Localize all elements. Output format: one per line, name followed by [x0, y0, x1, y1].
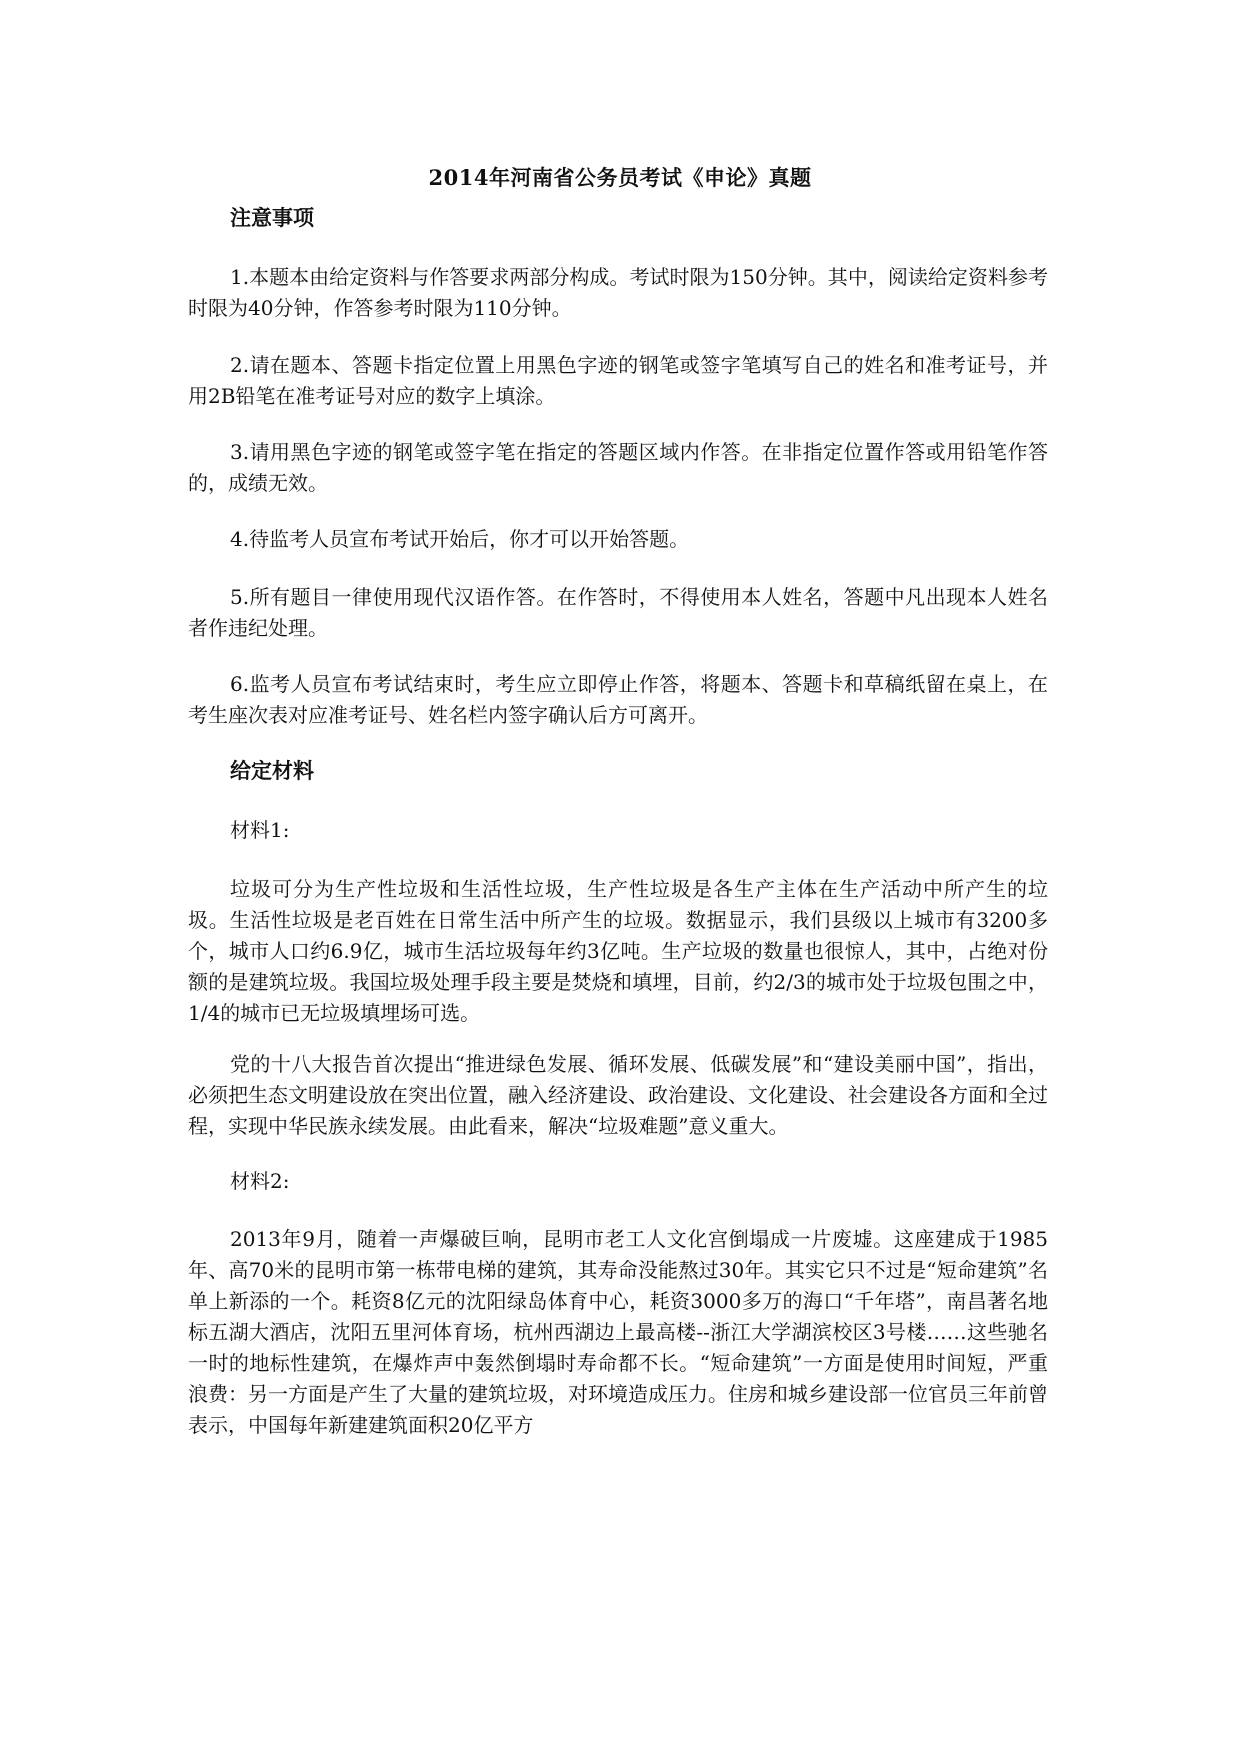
notice-item-3: 3.请用黑色字迹的钢笔或签字笔在指定的答题区域内作答。在非指定位置作答或用铅笔作答的，成绩无效。	[188, 440, 1048, 495]
notice-item-5: 5.所有题目一律使用现代汉语作答。在作答时，不得使用本人姓名，答题中凡出现本人姓名者作违纪处理。	[188, 585, 1048, 640]
document-title: 2014年河南省公务员考试《申论》真题	[428, 165, 812, 190]
notice-item-2: 2.请在题本、答题卡指定位置上用黑色字迹的钢笔或签字笔填写自己的姓名和准考证号，并用2B铅笔在准考证号对应的数字上填涂。	[188, 353, 1048, 408]
material-2-label: 材料2:	[230, 1169, 290, 1193]
material-1-paragraph-1: 垃圾可分为生产性垃圾和生活性垃圾，生产性垃圾是各生产主体在生产活动中所产生的垃圾。生活性垃圾是老百姓在日常生活中所产生的垃圾。数据显示，我们县级以上城市有3200多个，城市人口约6.9亿，城市生活垃圾每年约3亿吨。生产垃圾的数量也很惊人，其中，占绝对份额的是建筑垃圾。我国垃圾处理手段主要是焚烧和填埋，目前，约2/3的城市处于垃圾包围之中，1/4的城市已无垃圾填埋场可选。	[188, 877, 1048, 1025]
notice-item-4: 4.待监考人员宣布考试开始后，你才可以开始答题。	[230, 527, 690, 551]
notice-item-1: 1.本题本由给定资料与作答要求两部分构成。考试时限为150分钟。其中，阅读给定资料参考时限为40分钟，作答参考时限为110分钟。	[188, 265, 1048, 320]
material-1-label: 材料1:	[230, 818, 290, 842]
materials-heading: 给定材料	[230, 758, 314, 783]
material-2-paragraph-1: 2013年9月，随着一声爆破巨响，昆明市老工人文化宫倒塌成一片废墟。这座建成于1985年、高70米的昆明市第一栋带电梯的建筑，其寿命没能熬过30年。其实它只不过是“短命建筑”名单上新添的一个。耗资8亿元的沈阳绿岛体育中心，耗资3000多万的海口“千年塔”，南昌著名地标五湖大酒店，沈阳五里河体育场，杭州西湖边上最高楼--浙江大学湖滨校区3号楼……这些驰名一时的地标性建筑，在爆炸声中轰然倒塌时寿命都不长。“短命建筑”一方面是使用时间短，严重浪费：另一方面是产生了大量的建筑垃圾，对环境造成压力。住房和城乡建设部一位官员三年前曾表示，中国每年新建建筑面积20亿平方	[188, 1227, 1048, 1437]
notice-item-6: 6.监考人员宣布考试结束时，考生应立即停止作答，将题本、答题卡和草稿纸留在桌上，在考生座次表对应准考证号、姓名栏内签字确认后方可离开。	[188, 672, 1048, 727]
notice-heading: 注意事项	[230, 205, 314, 230]
material-1-paragraph-2: 党的十八大报告首次提出“推进绿色发展、循环发展、低碳发展”和“建设美丽中国”，指出，必须把生态文明建设放在突出位置，融入经济建设、政治建设、文化建设、社会建设各方面和全过程，实现中华民族永续发展。由此看来，解决“垃圾难题”意义重大。	[188, 1052, 1048, 1138]
